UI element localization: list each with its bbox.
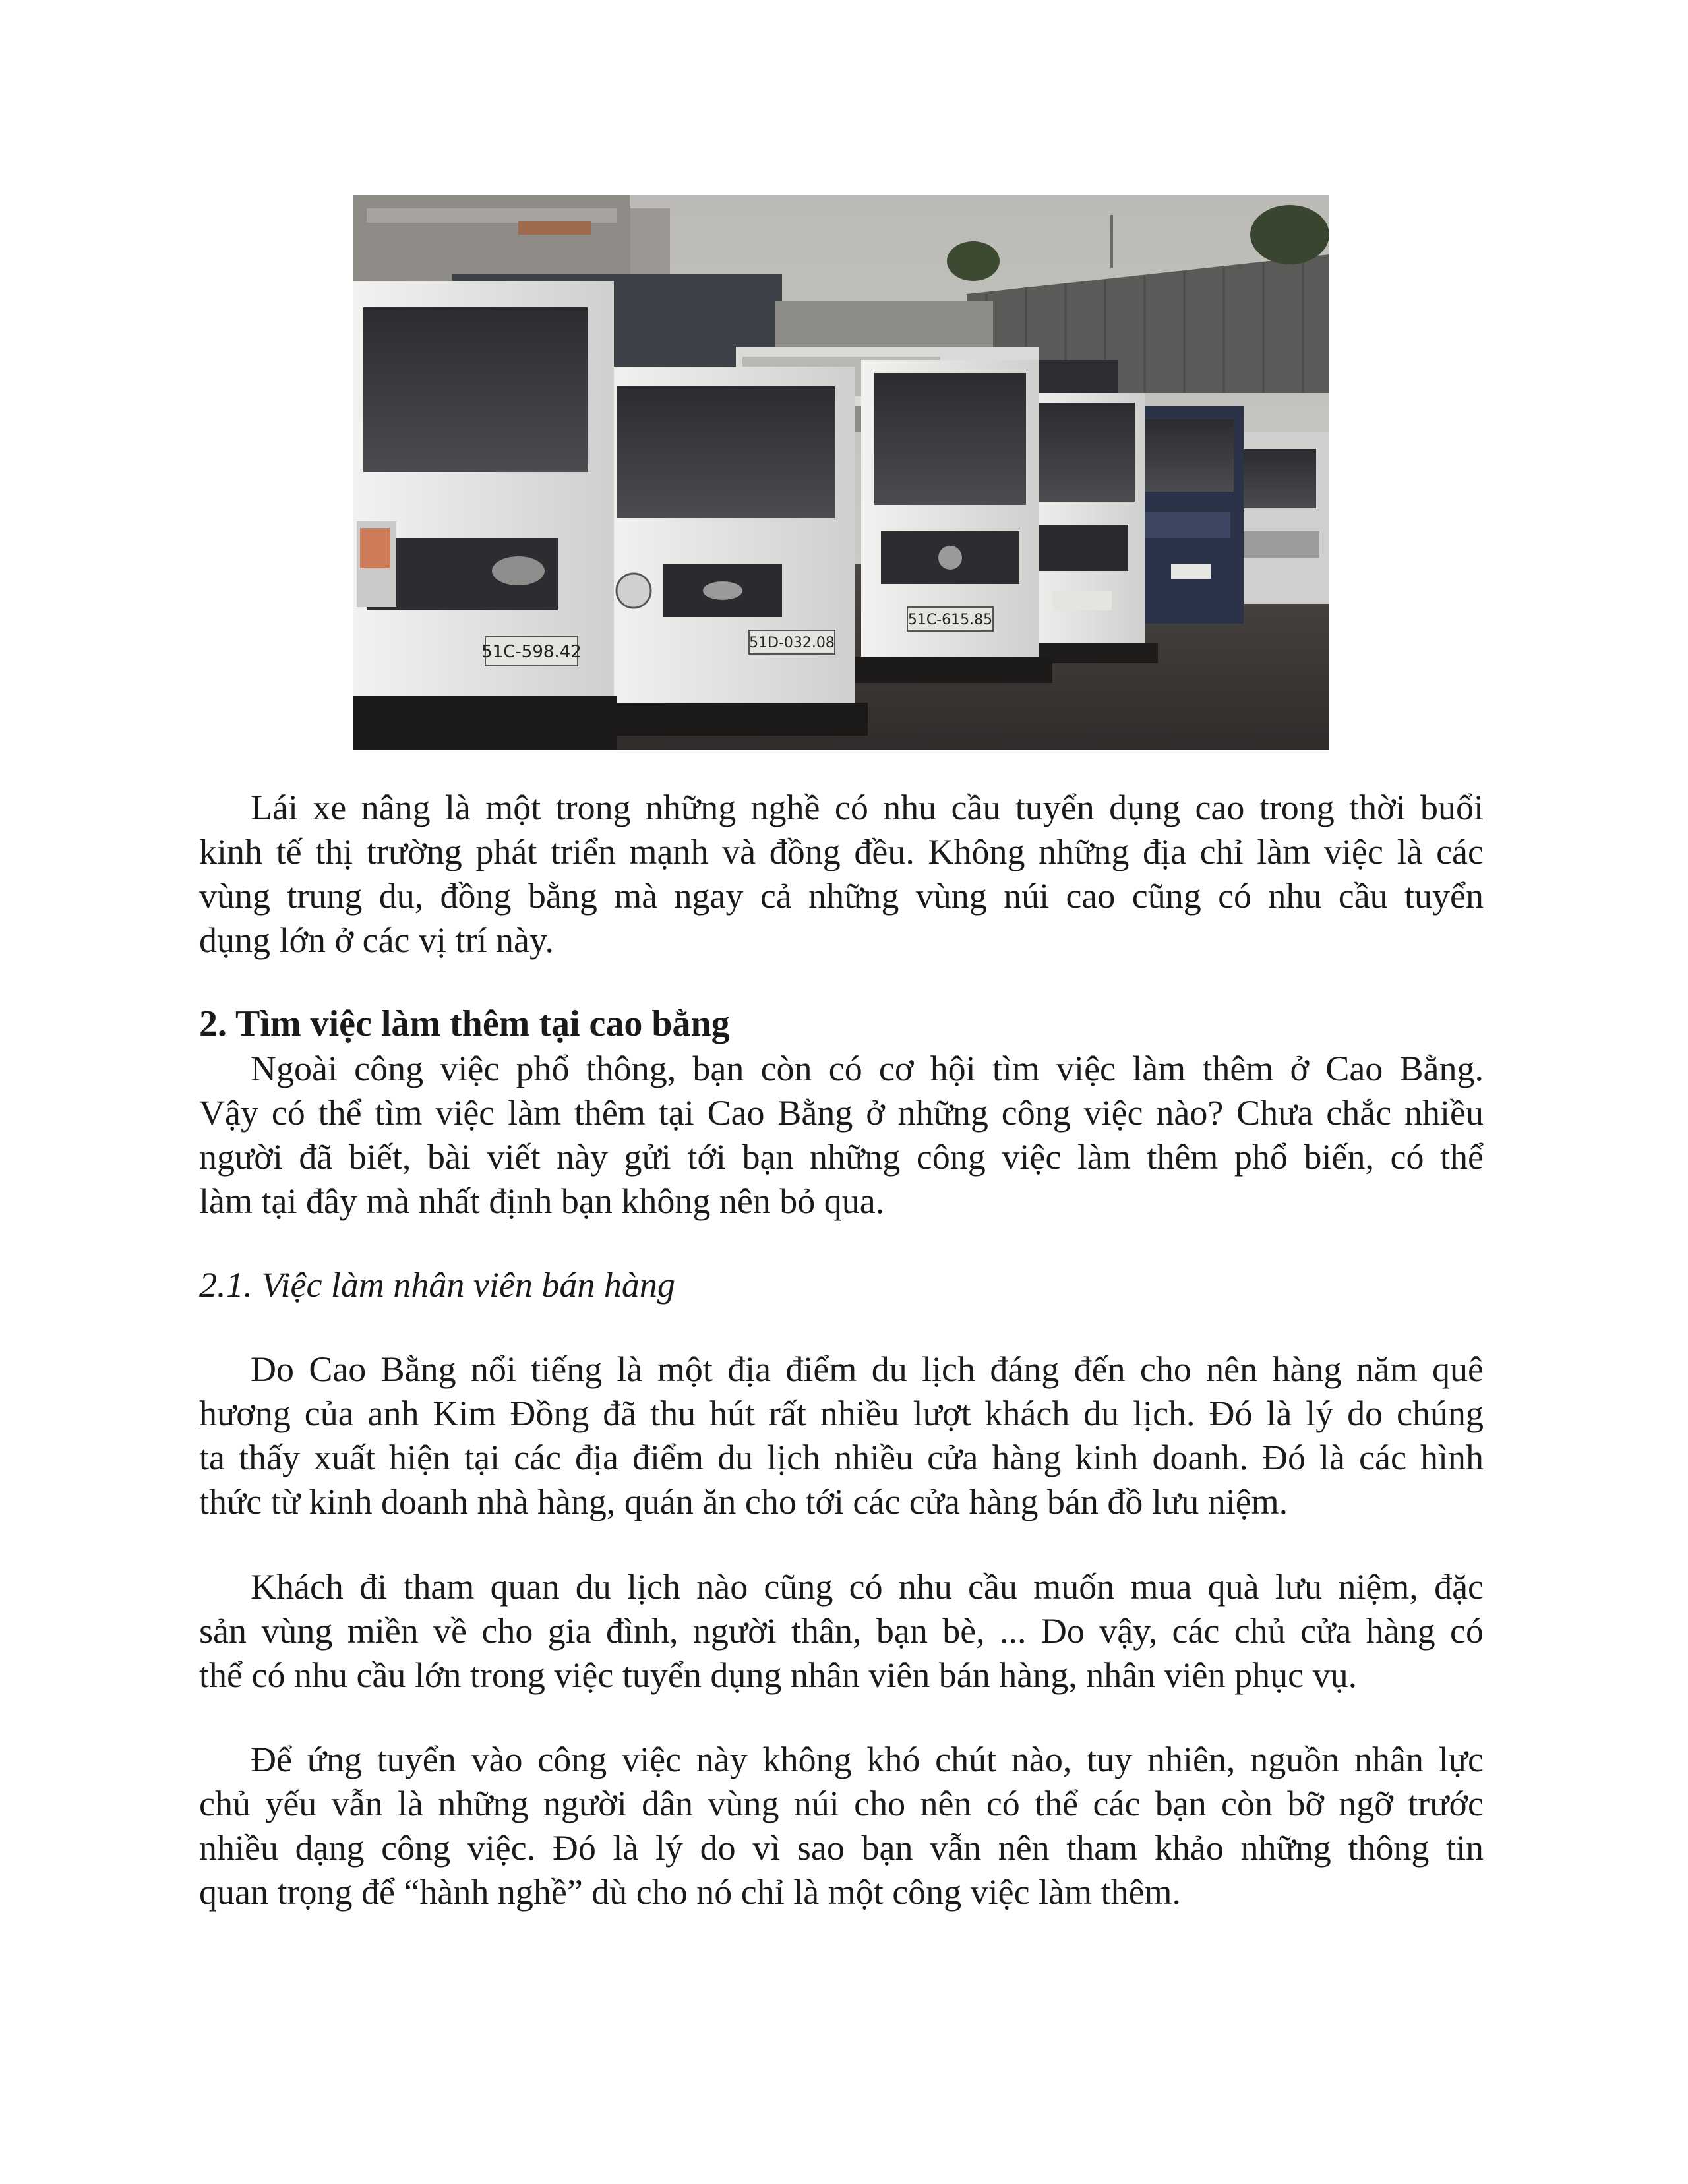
text-line: hương của anh Kim Đồng đã thu hút rất nhiều lượt khách du lịch. Đó là lý do chúng	[199, 1394, 1484, 1433]
subsection-heading: 2.1. Việc làm nhân viên bán hàng	[199, 1265, 675, 1305]
plate-1: 51C-598.42	[481, 642, 582, 662]
text-line: Do Cao Bằng nổi tiếng là một địa điểm du lịch đáng đến cho nên hàng năm quê	[251, 1349, 1484, 1389]
text-line: người đã biết, bài viết này gửi tới bạn những công việc làm thêm phổ biến, có thể	[199, 1137, 1484, 1177]
plate-2: 51D-032.08	[749, 635, 835, 651]
text-line: sản vùng miền về cho gia đình, người thân, bạn bè, ... Do vậy, các chủ cửa hàng có	[199, 1611, 1484, 1651]
truck-photo-illustration	[353, 195, 1329, 750]
text-line: Vậy có thể tìm việc làm thêm tại Cao Bằng ở những công việc nào? Chưa chắc nhiều	[199, 1093, 1484, 1133]
text-line: nhiều dạng công việc. Đó là lý do vì sao bạn vẫn nên tham khảo những thông tin	[199, 1828, 1484, 1868]
text-line: thức từ kinh doanh nhà hàng, quán ăn cho tới các cửa hàng bán đồ lưu niệm.	[199, 1482, 1288, 1521]
text-line: quan trọng để “hành nghề” dù cho nó chỉ là một công việc làm thêm.	[199, 1872, 1182, 1912]
text-line: Khách đi tham quan du lịch nào cũng có nhu cầu muốn mua quà lưu niệm, đặc	[251, 1567, 1484, 1607]
text-line: kinh tế thị trường phát triển mạnh và đồng đều. Không những địa chỉ làm việc là các	[199, 832, 1484, 871]
text-line: Để ứng tuyển vào công việc này không khó chút nào, tuy nhiên, nguồn nhân lực	[251, 1740, 1484, 1779]
text-line: ta thấy xuất hiện tại các địa điểm du lịch nhiều cửa hàng kinh doanh. Đó là các hình	[199, 1438, 1484, 1477]
text-line: chủ yếu vẫn là những người dân vùng núi cho nên có thể các bạn còn bỡ ngỡ trước	[199, 1784, 1484, 1823]
text-line: Lái xe nâng là một trong những nghề có nhu cầu tuyển dụng cao trong thời buổi	[251, 788, 1484, 827]
paragraph-tourism	[199, 1347, 1484, 1524]
text-line: thể có nhu cầu lớn trong việc tuyển dụng nhân viên bán hàng, nhân viên phục vụ.	[199, 1655, 1358, 1695]
truck-photo	[353, 195, 1329, 750]
paragraph-souvenirs	[199, 1565, 1484, 1697]
section-heading: 2. Tìm việc làm thêm tại cao bằng	[199, 1003, 730, 1044]
plate-3: 51C-615.85	[907, 612, 993, 628]
text-line: vùng trung du, đồng bằng mà ngay cả những vùng núi cao cũng có nhu cầu tuyển	[199, 876, 1484, 916]
text-line: Ngoài công việc phổ thông, bạn còn có cơ hội tìm việc làm thêm ở Cao Bằng.	[251, 1049, 1484, 1088]
text-line: dụng lớn ở các vị trí này.	[199, 920, 554, 960]
paragraph-intro	[199, 786, 1484, 962]
paragraph-section-intro	[199, 1047, 1484, 1224]
text-line: làm tại đây mà nhất định bạn không nên bỏ qua.	[199, 1181, 885, 1221]
paragraph-applying	[199, 1738, 1484, 1914]
